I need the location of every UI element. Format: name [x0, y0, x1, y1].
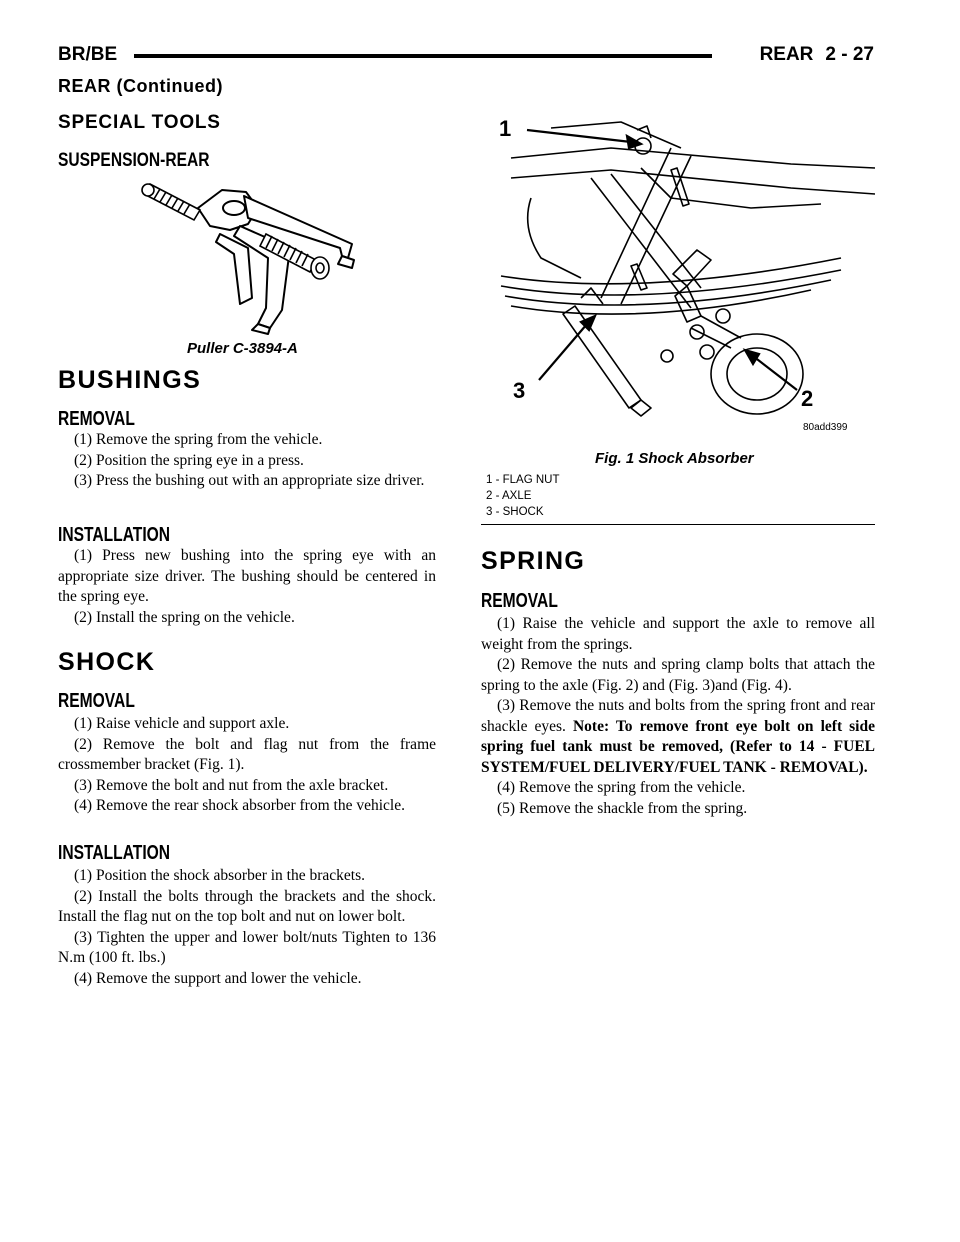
- bushings-removal-step: (1) Remove the spring from the vehicle.: [74, 431, 323, 448]
- bushings-heading: BUSHINGS: [58, 366, 202, 394]
- spring-removal-step: (4) Remove the spring from the vehicle.: [497, 779, 746, 796]
- spring-removal-step: (2) Remove the nuts and spring clamp bolts that attach the spring to the axle (Fig. 2) and (Fig. 3)and (Fig. 4).: [481, 656, 875, 694]
- shock-installation-step: (4) Remove the support and lower the vehicle.: [74, 969, 362, 987]
- bushings-installation-heading: INSTALLATION: [58, 524, 171, 546]
- shock-removal-step: (1) Raise vehicle and support axle.: [74, 715, 290, 732]
- legend-item: 3 - SHOCK: [486, 506, 544, 518]
- spring-removal-steps: [481, 614, 875, 819]
- shock-installation-step: (3) Tighten the upper and lower bolt/nuts Tighten to 136 N.m (100 ft. lbs.): [58, 928, 436, 966]
- legend-item: 2 - AXLE: [486, 490, 532, 502]
- special-tools-heading: SPECIAL TOOLS: [58, 112, 221, 133]
- bushings-installation-step: (2) Install the spring on the vehicle.: [74, 608, 295, 626]
- callout-1: 1: [499, 116, 512, 141]
- spring-removal-step: (5) Remove the shackle from the spring.: [497, 799, 748, 817]
- suspension-rear-subheading: SUSPENSION-REAR: [58, 150, 210, 171]
- bushings-removal-heading: REMOVAL: [58, 408, 135, 430]
- figure-rule: [481, 524, 875, 525]
- bushings-removal-step: (3) Press the bushing out with an appropriate size driver.: [74, 472, 425, 489]
- shock-heading: SHOCK: [58, 648, 156, 676]
- spring-heading: SPRING: [481, 547, 586, 575]
- header-rule: [134, 54, 712, 58]
- puller-tool-illustration: [140, 178, 366, 338]
- shock-removal-step: (3) Remove the bolt and nut from the axle bracket.: [74, 776, 389, 794]
- shock-installation-step: (2) Install the bolts through the brackets and the shock. Install the flag nut on the top bolt and nut on lower bolt.: [58, 887, 436, 925]
- figure1-legend: [486, 472, 559, 520]
- shock-absorber-illustration: [491, 108, 875, 436]
- shock-removal-step: (4) Remove the rear shock absorber from the vehicle.: [74, 797, 405, 814]
- legend-item: 1 - FLAG NUT: [486, 474, 560, 486]
- spring-removal-step: (1) Raise the vehicle and support the axle to remove all weight from the springs.: [481, 615, 875, 653]
- continued-heading: REAR (Continued): [58, 76, 223, 96]
- callout-3: 3: [513, 378, 526, 403]
- shock-installation-steps: [58, 866, 436, 989]
- shock-removal-steps: [58, 714, 436, 817]
- spring-removal-step: [481, 696, 875, 778]
- shock-removal-step: (2) Remove the bolt and flag nut from the frame crossmember bracket (Fig. 1).: [58, 735, 436, 773]
- shock-removal-heading: REMOVAL: [58, 690, 135, 712]
- bushings-installation-step: (1) Press new bushing into the spring eye with an appropriate size driver. The bushing should be centered in the spring eye.: [58, 547, 436, 605]
- bushings-removal-step: (2) Position the spring eye in a press.: [74, 451, 304, 469]
- header-right: [748, 44, 874, 66]
- bushings-installation-steps: [58, 546, 436, 628]
- spring-removal-heading: REMOVAL: [481, 590, 558, 612]
- spring-removal-step-text: (3) Remove the nuts and bolts from the spring front and rear shackle eyes.: [481, 697, 875, 735]
- shock-installation-step: (1) Position the shock absorber in the brackets.: [74, 867, 365, 884]
- header-section: REAR: [759, 44, 814, 65]
- header-page-number: 2 - 27: [825, 44, 874, 65]
- callout-2: 2: [801, 386, 814, 411]
- figure1-caption: Fig. 1 Shock Absorber: [595, 450, 754, 467]
- puller-caption: Puller C-3894-A: [187, 340, 298, 357]
- figure-code: 80add399: [803, 422, 848, 433]
- bushings-removal-steps: [58, 430, 436, 492]
- header-model: BR/BE: [58, 44, 118, 65]
- fuel-tank-note: Note: To remove front eye bolt on left side spring fuel tank must be removed, (Refer to 14 - FUEL SYSTEM/FUEL DELIVERY/FUEL TANK - REMOVAL).: [481, 717, 875, 776]
- shock-installation-heading: INSTALLATION: [58, 842, 171, 864]
